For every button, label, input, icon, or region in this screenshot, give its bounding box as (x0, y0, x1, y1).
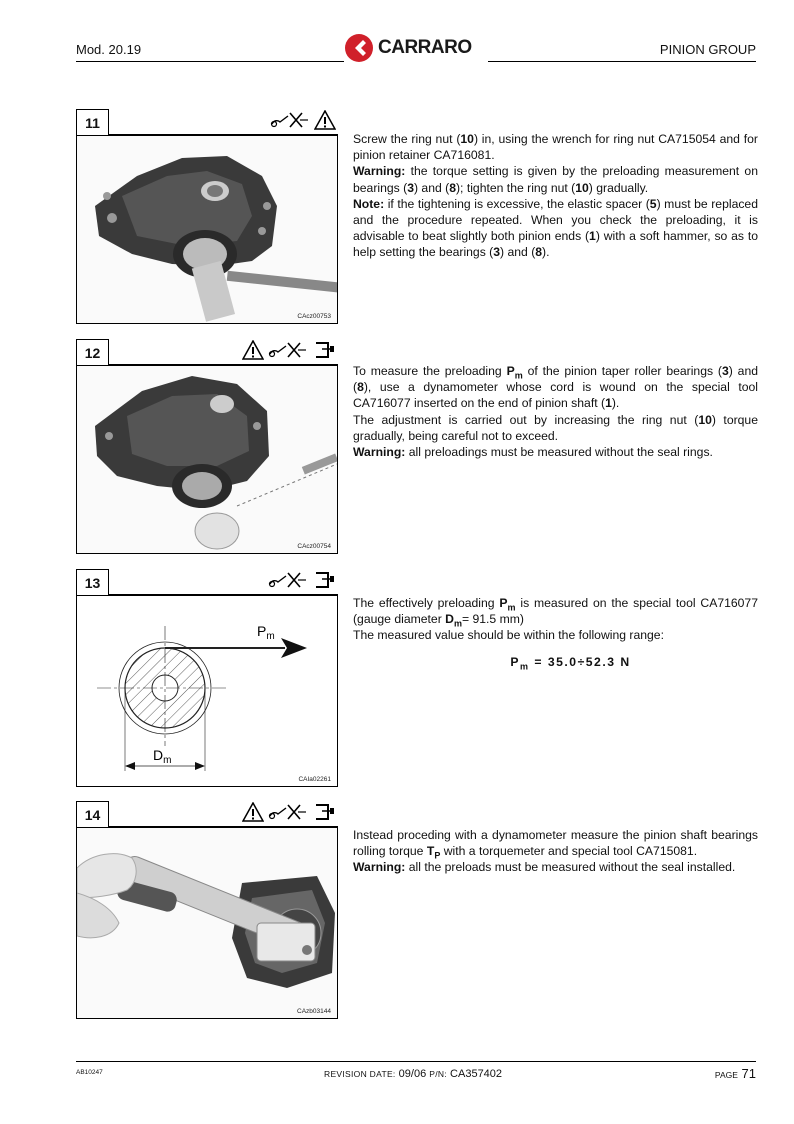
text-run: 10 (460, 132, 474, 146)
instruction-paragraph (353, 363, 758, 412)
step-icons (242, 801, 336, 827)
text-run: of the pinion taper roller bearings ( (522, 364, 722, 378)
warning-icon (242, 340, 264, 365)
instruction-paragraph (353, 444, 758, 460)
text-run: The adjustment is carried out by increasing the ring nut ( (353, 412, 699, 427)
dimension-label: $D_m$ (153, 747, 172, 766)
step-number: 13 (76, 569, 109, 595)
revision-label: REVISION DATE: (324, 1069, 396, 1079)
text-run: m (453, 618, 462, 629)
text-run: ). (542, 245, 550, 260)
step-13 (76, 569, 338, 787)
part-number: CA357402 (450, 1068, 503, 1080)
text-run: 5 (649, 196, 657, 211)
clamp-icon (312, 802, 336, 827)
warning-icon (242, 802, 264, 827)
footer-line (76, 1061, 756, 1062)
doc-code: AB10247 (76, 1069, 103, 1076)
carraro-logo-icon (344, 33, 374, 63)
pinion-housing-photo (77, 136, 338, 324)
brand-logo (344, 30, 494, 66)
text-run: The measured value should be within the following range: (353, 628, 664, 643)
tools-icon (270, 110, 310, 135)
text-run: 3 (493, 245, 501, 260)
page-value: 71 (741, 1066, 756, 1081)
text-run: 10 (698, 412, 712, 427)
preload-formula (353, 654, 758, 670)
text-run: m (514, 370, 523, 381)
text-run: is measured on the special tool CA716077 (gauge diameter (353, 596, 758, 627)
image-code: CAzb03144 (297, 1008, 331, 1015)
text-run: To measure the preloading (353, 364, 507, 378)
step-icons (268, 569, 336, 595)
header-line-left (76, 61, 344, 62)
image-code: CAIa02261 (298, 776, 331, 783)
image-code: CAcz00754 (297, 543, 331, 550)
step-12-text (353, 363, 758, 460)
step-image (76, 595, 338, 787)
text-run: 8 (535, 245, 543, 260)
text-run: = 91.5 mm) (461, 612, 524, 627)
text-run: all preloadings must be measured without the seal rings. (405, 445, 713, 460)
step-11-text (353, 131, 758, 261)
text-run: Warning: (353, 164, 406, 179)
text-run: ). (611, 396, 620, 411)
tools-icon (268, 570, 308, 595)
step-number: 14 (76, 801, 109, 827)
torquemeter-photo (77, 828, 338, 1019)
tools-icon (268, 802, 308, 827)
text-run: P (499, 596, 508, 610)
text-run: ), use a dynamometer whose cord is wound on the special tool CA716077 inserted on the end of pinion shaft ( (353, 380, 758, 411)
tools-icon (268, 340, 308, 365)
text-run: = 35.0÷52.3 N (529, 654, 631, 669)
instruction-paragraph (353, 827, 758, 859)
text-run: m (507, 602, 516, 613)
header-line-right (488, 61, 756, 62)
text-run: The effectively preloading (353, 596, 500, 610)
text-run: Instead proceding with a dynamometer measure the pinion shaft bearings rolling torque (353, 828, 758, 859)
step-icons (242, 339, 336, 365)
image-code: CAcz00753 (297, 313, 331, 320)
text-run: all the preloads must be measured without the seal installed. (405, 860, 736, 875)
text-run: 1 (589, 229, 596, 244)
step-number: 12 (76, 339, 109, 365)
text-run: 10 (575, 180, 589, 195)
revision-date: 09/06 (398, 1068, 427, 1080)
section-title: PINION GROUP (659, 42, 756, 57)
text-run: 1 (605, 396, 612, 411)
clamp-icon (312, 570, 336, 595)
revision-info (324, 1068, 502, 1080)
text-run: 8 (449, 180, 456, 195)
step-image (76, 827, 338, 1019)
arrow-label: $P_m$ (257, 623, 275, 642)
text-run: Warning: (353, 445, 406, 460)
gauge-diagram (77, 596, 338, 787)
model-label: Mod. 20.19 (76, 42, 142, 57)
text-run: ); tighten the ring nut ( (456, 180, 576, 195)
page-number (715, 1066, 756, 1081)
instruction-paragraph (353, 163, 758, 195)
text-run: if the tightening is excessive, the elastic spacer ( (384, 196, 650, 211)
step-14 (76, 801, 338, 1019)
text-run: Screw the ring nut ( (353, 132, 461, 146)
text-run: D (445, 612, 454, 627)
text-run: ) in, using the wrench for ring nut CA715054 and for pinion retainer CA716081. (353, 132, 758, 163)
step-14-text (353, 827, 758, 876)
dynamometer-photo (77, 366, 338, 554)
text-run: with a torquemeter and special tool CA715081. (440, 844, 698, 859)
text-run: m (519, 661, 530, 672)
step-11 (76, 109, 338, 324)
text-run: T (426, 844, 435, 859)
text-run: 8 (357, 380, 364, 395)
warning-icon (314, 110, 336, 135)
instruction-paragraph (353, 859, 758, 875)
text-run: the torque setting is given by the preloading measurement on bearings ( (353, 164, 758, 195)
step-12 (76, 339, 338, 554)
text-run: 3 (721, 364, 729, 378)
text-run: ) torque gradually, being careful not to exceed. (353, 412, 758, 443)
brand-name: CARRARO (378, 37, 472, 58)
instruction-paragraph (353, 196, 758, 261)
step-icons (270, 109, 336, 135)
text-run: ) and ( (500, 245, 536, 260)
instruction-paragraph (353, 595, 758, 627)
text-run: ) with a soft hammer, so as to help setting the bearings ( (353, 229, 758, 260)
step-number: 11 (76, 109, 109, 135)
step-image (76, 365, 338, 554)
text-run: P (506, 364, 515, 378)
text-run: ) and ( (353, 364, 759, 395)
page-label: PAGE (714, 1070, 738, 1080)
clamp-icon (312, 340, 336, 365)
instruction-paragraph (353, 412, 758, 444)
text-run: P (510, 654, 520, 669)
step-image (76, 135, 338, 324)
text-run: Warning: (353, 860, 406, 875)
instruction-paragraph (353, 131, 758, 163)
text-run: 3 (407, 180, 414, 195)
text-run: P (434, 850, 441, 861)
text-run: Note: (353, 196, 385, 211)
text-run: ) gradually. (588, 180, 649, 195)
pn-label: P/N: (429, 1069, 447, 1079)
text-run: ) and ( (413, 180, 450, 195)
step-13-text (353, 595, 758, 670)
instruction-paragraph (353, 627, 758, 643)
text-run: ) must be replaced and the procedure repeated. When you check the preloading, it is advisable to beat slightly both pinion ends ( (353, 196, 758, 244)
